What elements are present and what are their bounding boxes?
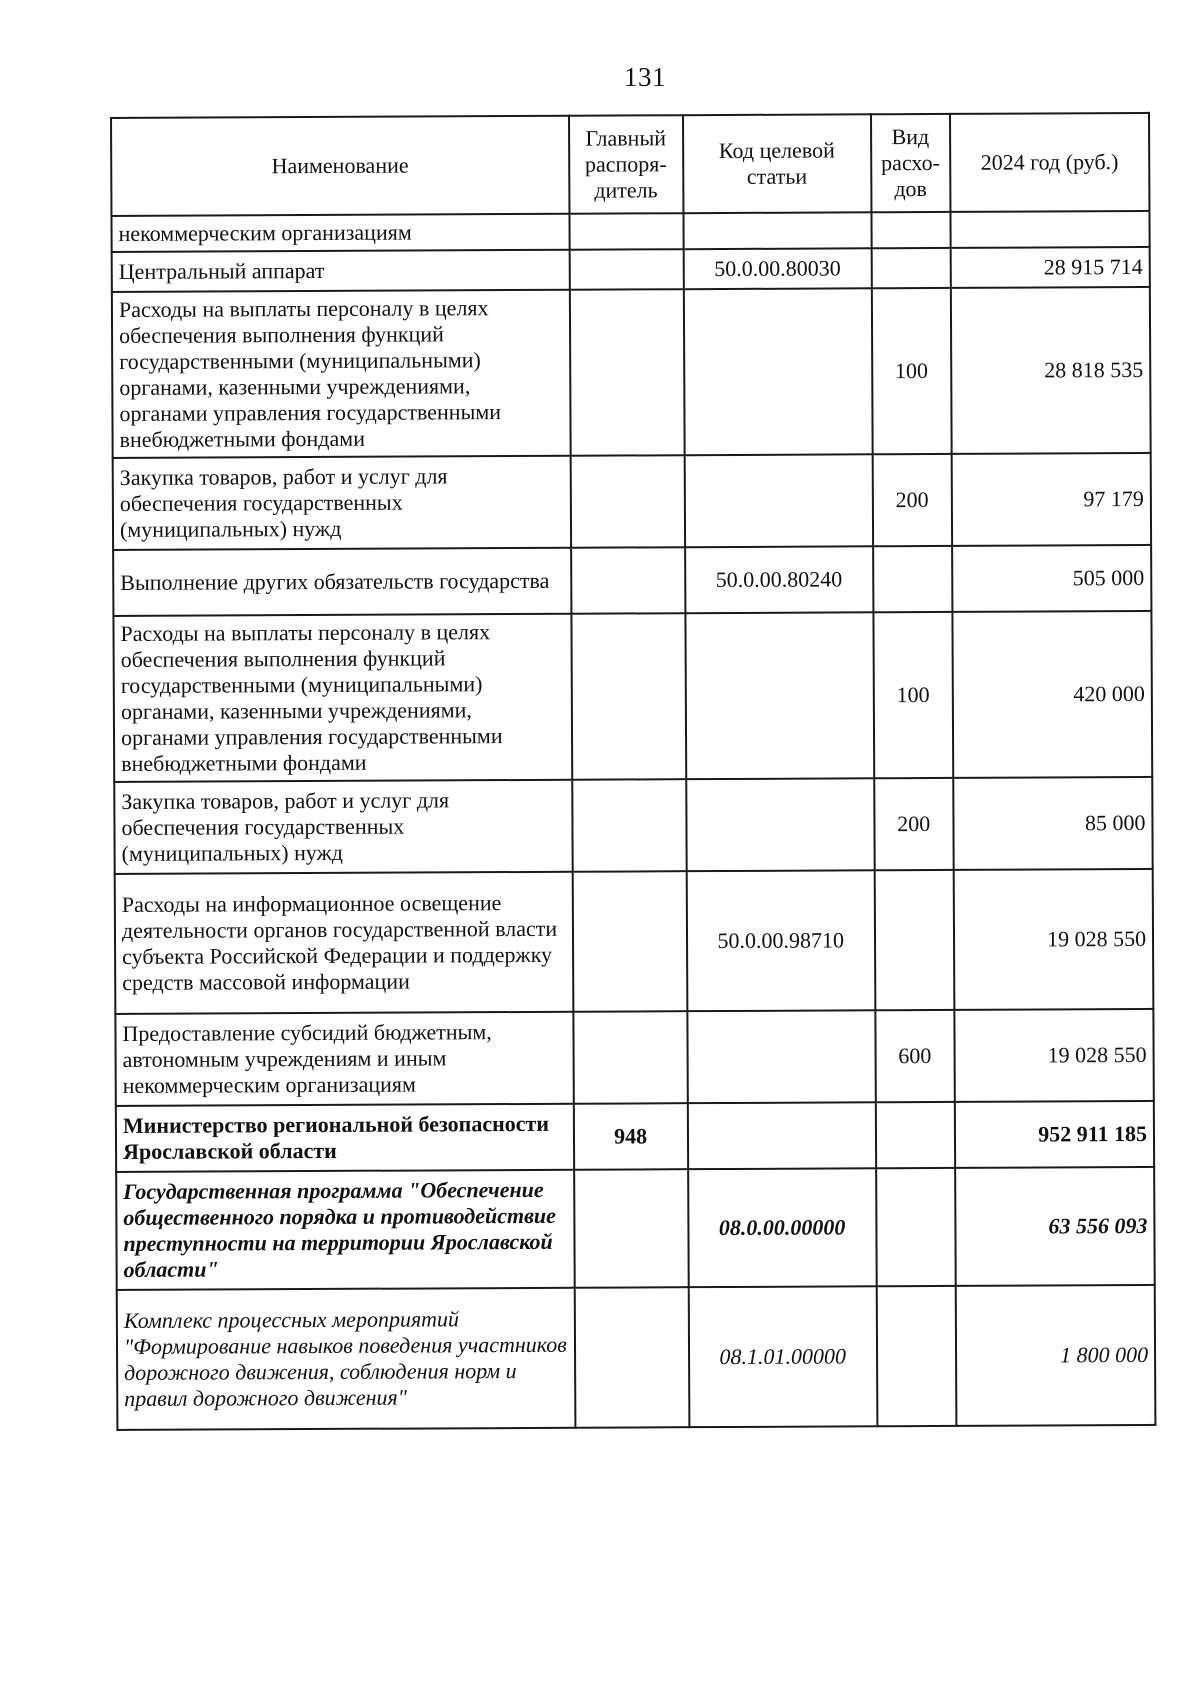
cell-name: Государственная программа "Обеспечение общественного порядка и противодействие преступности на территории Ярославской области" — [116, 1170, 574, 1290]
table-row — [113, 611, 1152, 782]
cell-main-manager — [571, 547, 685, 614]
cell-main-manager — [573, 1011, 687, 1104]
cell-expense-type — [876, 1168, 955, 1286]
table-row — [115, 1009, 1153, 1106]
cell-amount: 420 000 — [952, 611, 1152, 778]
cell-name: Закупка товаров, работ и услуг для обеспечения государственных (муниципальных) нужд — [114, 780, 572, 874]
header-main-manager: Главный распоря-дитель — [569, 115, 683, 214]
cell-name: некоммерческим организациям — [111, 214, 569, 252]
cell-expense-type: 600 — [875, 1010, 954, 1102]
table-row — [115, 869, 1154, 1014]
cell-expense-type: 200 — [874, 778, 953, 870]
header-amount-2024: 2024 год (руб.) — [950, 113, 1150, 212]
cell-amount: 952 911 185 — [955, 1101, 1155, 1168]
cell-main-manager — [569, 213, 683, 250]
header-name: Наименование — [111, 116, 569, 216]
cell-name: Закупка товаров, работ и услуг для обеспечения государственных (муниципальных) нужд — [113, 456, 571, 550]
header-row — [111, 113, 1149, 216]
cell-name: Выполнение других обязательств государства — [113, 548, 571, 616]
cell-name: Расходы на информационное освещение деятельности органов государственной власти субъекта Российской Федерации и поддержку средств массовой информации — [115, 872, 573, 1014]
cell-name: Министерство региональной безопасности Ярославской области — [116, 1104, 574, 1172]
cell-expense-type — [872, 248, 951, 288]
cell-expense-type — [876, 1102, 955, 1168]
cell-main-manager — [572, 779, 686, 872]
cell-main-manager — [572, 871, 687, 1012]
cell-target-code — [683, 212, 872, 249]
header-expense-type: Вид расхо-дов — [871, 114, 950, 212]
cell-expense-type — [875, 870, 955, 1010]
cell-target-code: 50.0.00.98710 — [686, 870, 875, 1011]
cell-expense-type: 100 — [872, 288, 952, 454]
cell-name: Расходы на выплаты персоналу в целях обеспечения выполнения функций государственными (муниципальными) органами, казенными учреждениями, органами управления государственными внебюджетными фондами — [113, 614, 571, 782]
budget-table — [110, 112, 1156, 1431]
table-body — [111, 211, 1155, 1430]
cell-main-manager — [574, 1287, 689, 1428]
cell-expense-type — [877, 1286, 957, 1426]
cell-main-manager: 948 — [573, 1103, 687, 1170]
cell-target-code — [684, 454, 873, 547]
page-number: 131 — [624, 62, 666, 92]
cell-amount: 19 028 550 — [953, 869, 1153, 1010]
cell-amount: 505 000 — [952, 545, 1152, 612]
header-target-code: Код целевой статьи — [683, 114, 872, 213]
table-row — [113, 545, 1151, 616]
cell-target-code: 50.0.00.80240 — [685, 546, 874, 613]
cell-name: Комплекс процессных мероприятий "Формирование навыков поведения участников дорожного движения, соблюдения норм и правил дорожного движения" — [117, 1288, 575, 1430]
cell-amount: 28 915 714 — [950, 247, 1150, 288]
cell-main-manager — [574, 1169, 688, 1288]
cell-target-code — [683, 288, 872, 455]
cell-name: Центральный аппарат — [112, 250, 570, 292]
cell-main-manager — [571, 613, 686, 780]
cell-amount: 19 028 550 — [954, 1009, 1154, 1102]
cell-target-code — [687, 1102, 876, 1169]
table-row — [111, 211, 1149, 252]
cell-target-code: 08.0.00.00000 — [688, 1168, 877, 1287]
table-row — [114, 777, 1152, 874]
cell-target-code — [687, 1010, 876, 1103]
table-row — [116, 1167, 1155, 1290]
cell-target-code: 50.0.00.80030 — [683, 248, 872, 289]
cell-amount: 1 800 000 — [955, 1285, 1155, 1426]
cell-amount: 97 179 — [951, 453, 1151, 546]
cell-expense-type — [873, 546, 952, 612]
cell-name: Расходы на выплаты персоналу в целях обеспечения выполнения функций государственными (муниципальными) органами, казенными учреждениями, органами управления государственными внебюджетными фондами — [112, 290, 570, 458]
cell-amount: 28 818 535 — [951, 287, 1151, 454]
table-row — [116, 1101, 1154, 1172]
table-row — [117, 1285, 1156, 1430]
cell-expense-type — [871, 212, 950, 248]
table-row — [113, 453, 1151, 550]
cell-target-code — [685, 612, 874, 779]
cell-name: Предоставление субсидий бюджетным, автономным учреждениям и иным некоммерческим организациям — [115, 1012, 573, 1106]
cell-main-manager — [570, 455, 684, 548]
cell-expense-type: 100 — [873, 612, 953, 778]
table-row — [112, 247, 1150, 292]
cell-amount: 85 000 — [953, 777, 1153, 870]
cell-amount: 63 556 093 — [955, 1167, 1155, 1286]
cell-amount — [950, 211, 1149, 248]
cell-expense-type: 200 — [873, 454, 952, 546]
table-row — [112, 287, 1151, 458]
cell-target-code — [686, 778, 875, 871]
cell-main-manager — [570, 289, 685, 456]
cell-target-code: 08.1.01.00000 — [688, 1286, 877, 1427]
cell-main-manager — [569, 249, 683, 290]
